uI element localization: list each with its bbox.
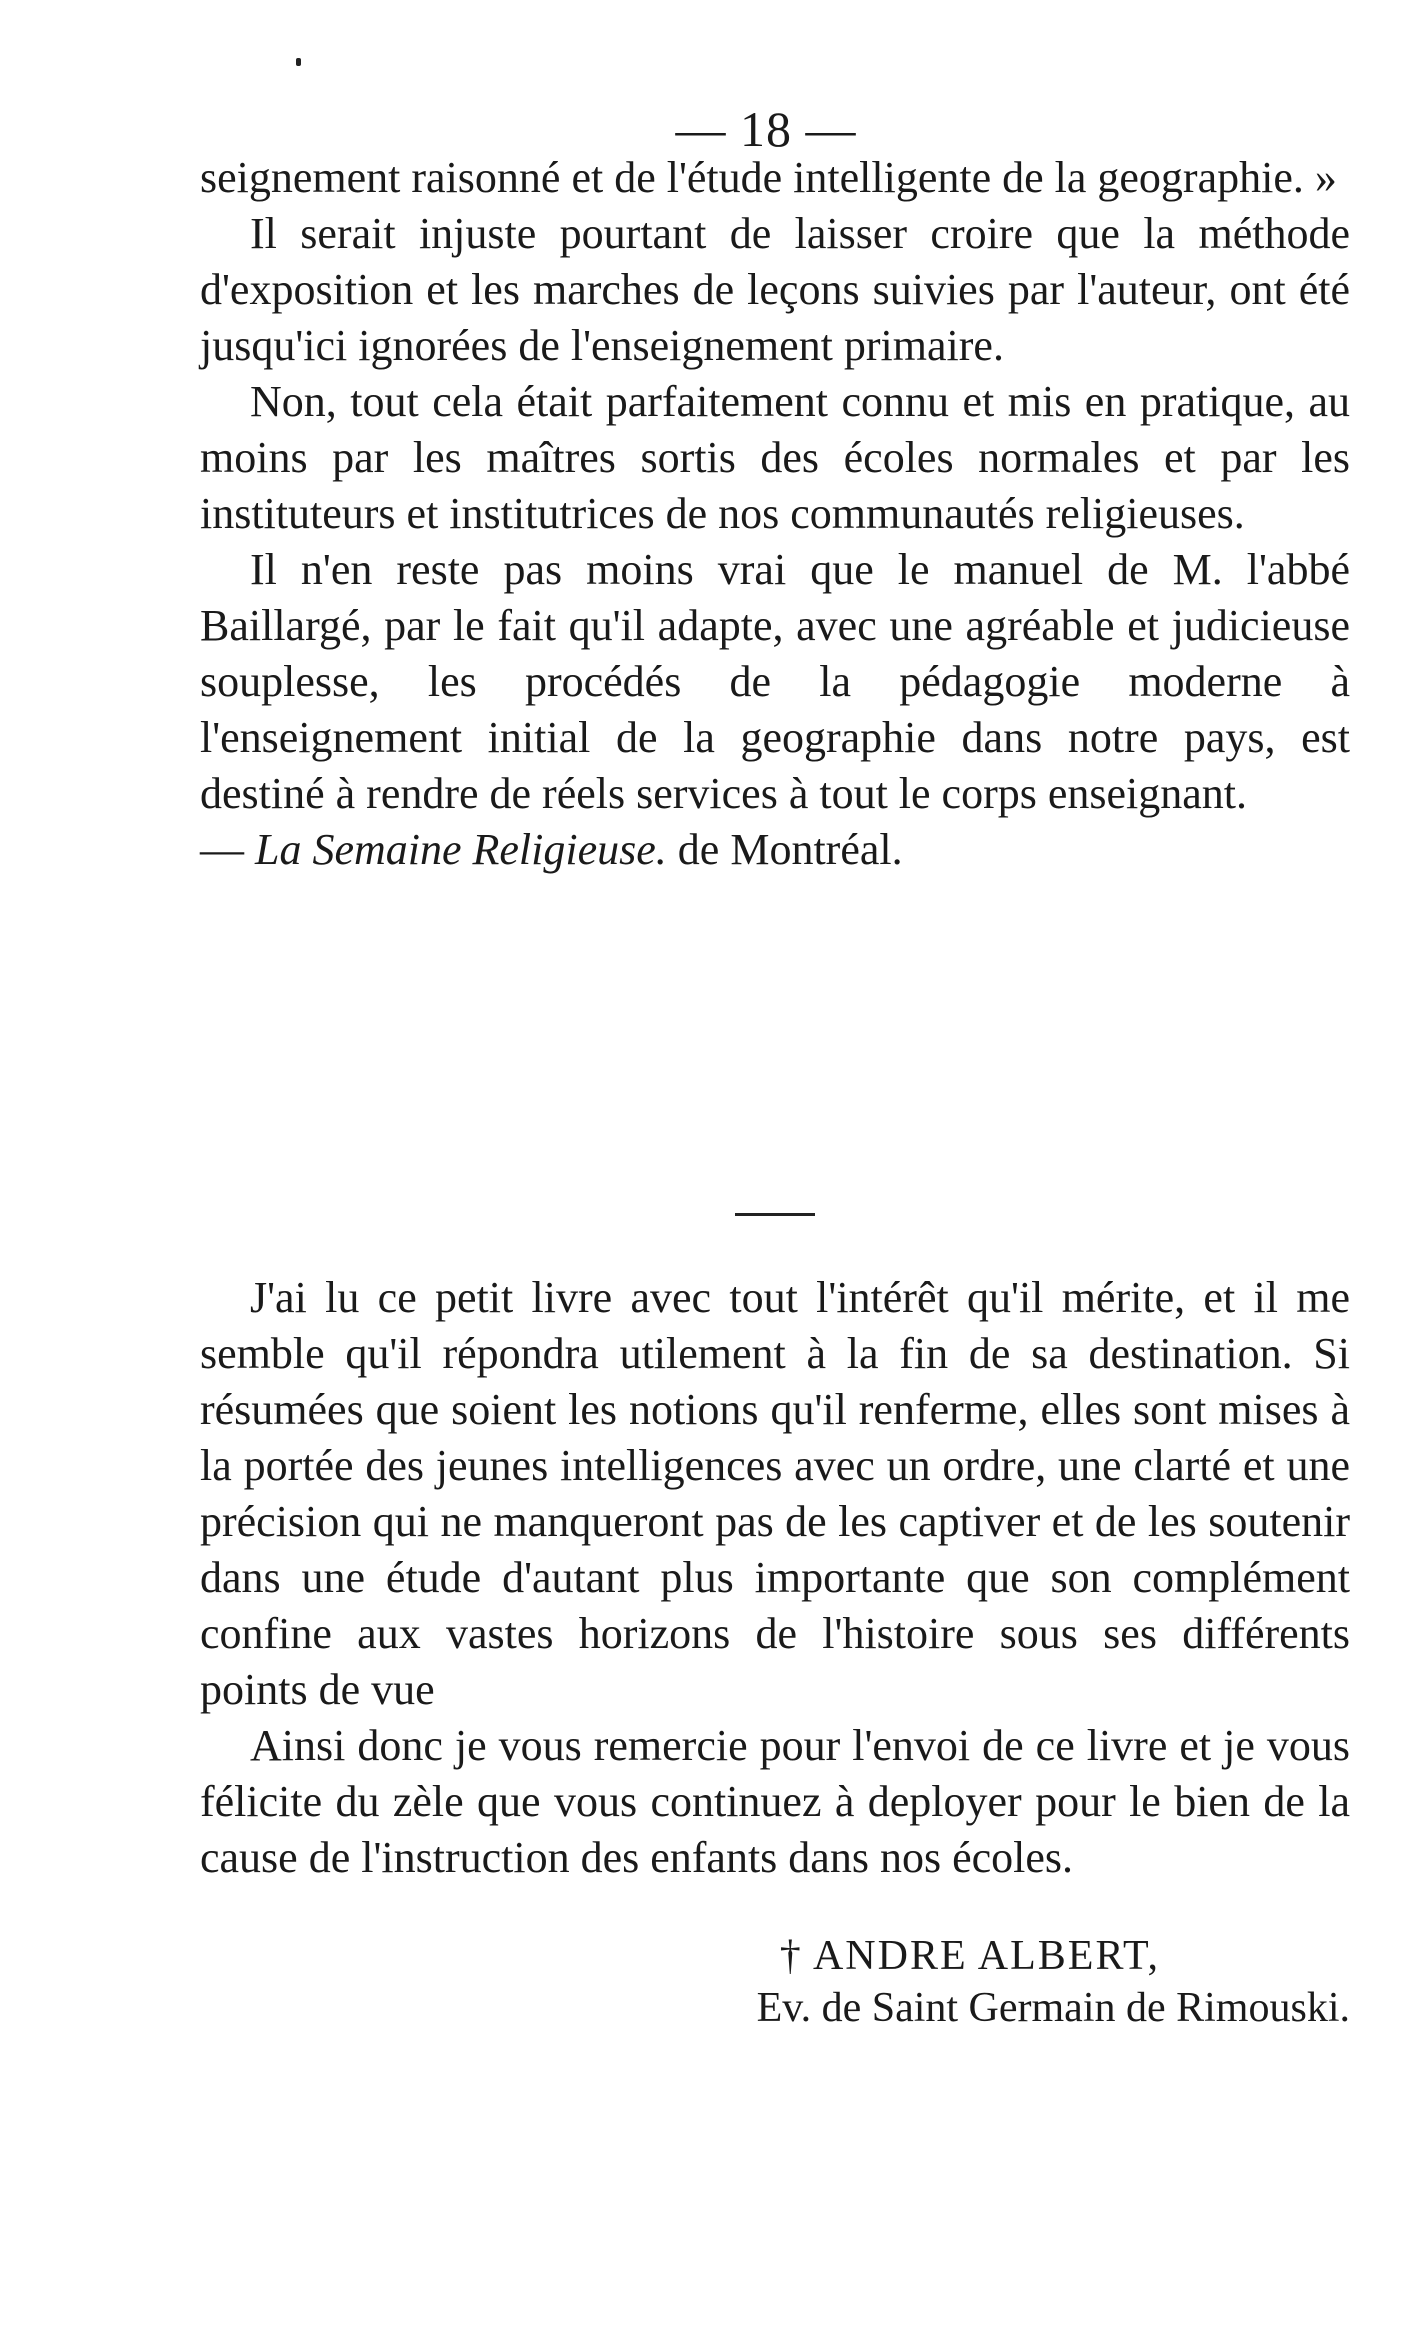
section-divider — [735, 1213, 815, 1216]
signature-block — [200, 1930, 1350, 2034]
signature-name: † ANDRE ALBERT, — [779, 1933, 1160, 1979]
citation-dash: — — [200, 825, 244, 874]
ink-speck — [296, 58, 301, 66]
page-number: — 18 — — [675, 101, 857, 157]
paragraph: seignement raisonné et de l'étude intelligente de la geographie. » — [200, 153, 1337, 202]
paragraph: Ainsi donc je vous remercie pour l'envoi de ce livre et je vous félicite du zèle que vous continuez à deployer pour le bien de la cause de l'instruction des enfants dans nos écoles. — [200, 1721, 1350, 1882]
paragraph: Il n'en reste pas moins vrai que le manuel de M. l'abbé Baillargé, par le fait qu'il adapte, avec une agréable et judicieuse souplesse, les procédés de la pédagogie moderne à l'enseignement initial de la geographie dans notre pays, est destiné à rendre de réels services à tout le corps enseignant. — [200, 545, 1350, 818]
review-la-semaine-religieuse — [200, 150, 1350, 878]
citation-source: La Semaine Religieuse. — [255, 825, 667, 874]
review-letter — [200, 1270, 1350, 1886]
citation — [200, 822, 1350, 878]
paragraph: Il serait injuste pourtant de laisser croire que la méthode d'exposition et les marches de leçons suivies par l'auteur, ont été jusqu'ici ignorées de l'enseignement primaire. — [200, 209, 1350, 370]
paragraph: J'ai lu ce petit livre avec tout l'intérêt qu'il mérite, et il me semble qu'il répondra utilement à la fin de sa destination. Si résumées que soient les notions qu'il renferme, elles sont mises à la portée des jeunes intelligences avec un ordre, une clarté et une précision qui ne manqueront pas de les captiver et de les soutenir dans une étude d'autant plus importante que son complément confine aux vastes horizons de l'histoire sous ses différents points de vue — [200, 1273, 1350, 1714]
citation-place: de Montréal. — [677, 825, 903, 874]
paragraph: Non, tout cela était parfaitement connu et mis en pratique, au moins par les maîtres sortis des écoles normales et par les instituteurs et institutrices de nos communautés religieuses. — [200, 377, 1350, 538]
signature-title: Ev. de Saint Germain de Rimouski. — [756, 1985, 1350, 2031]
